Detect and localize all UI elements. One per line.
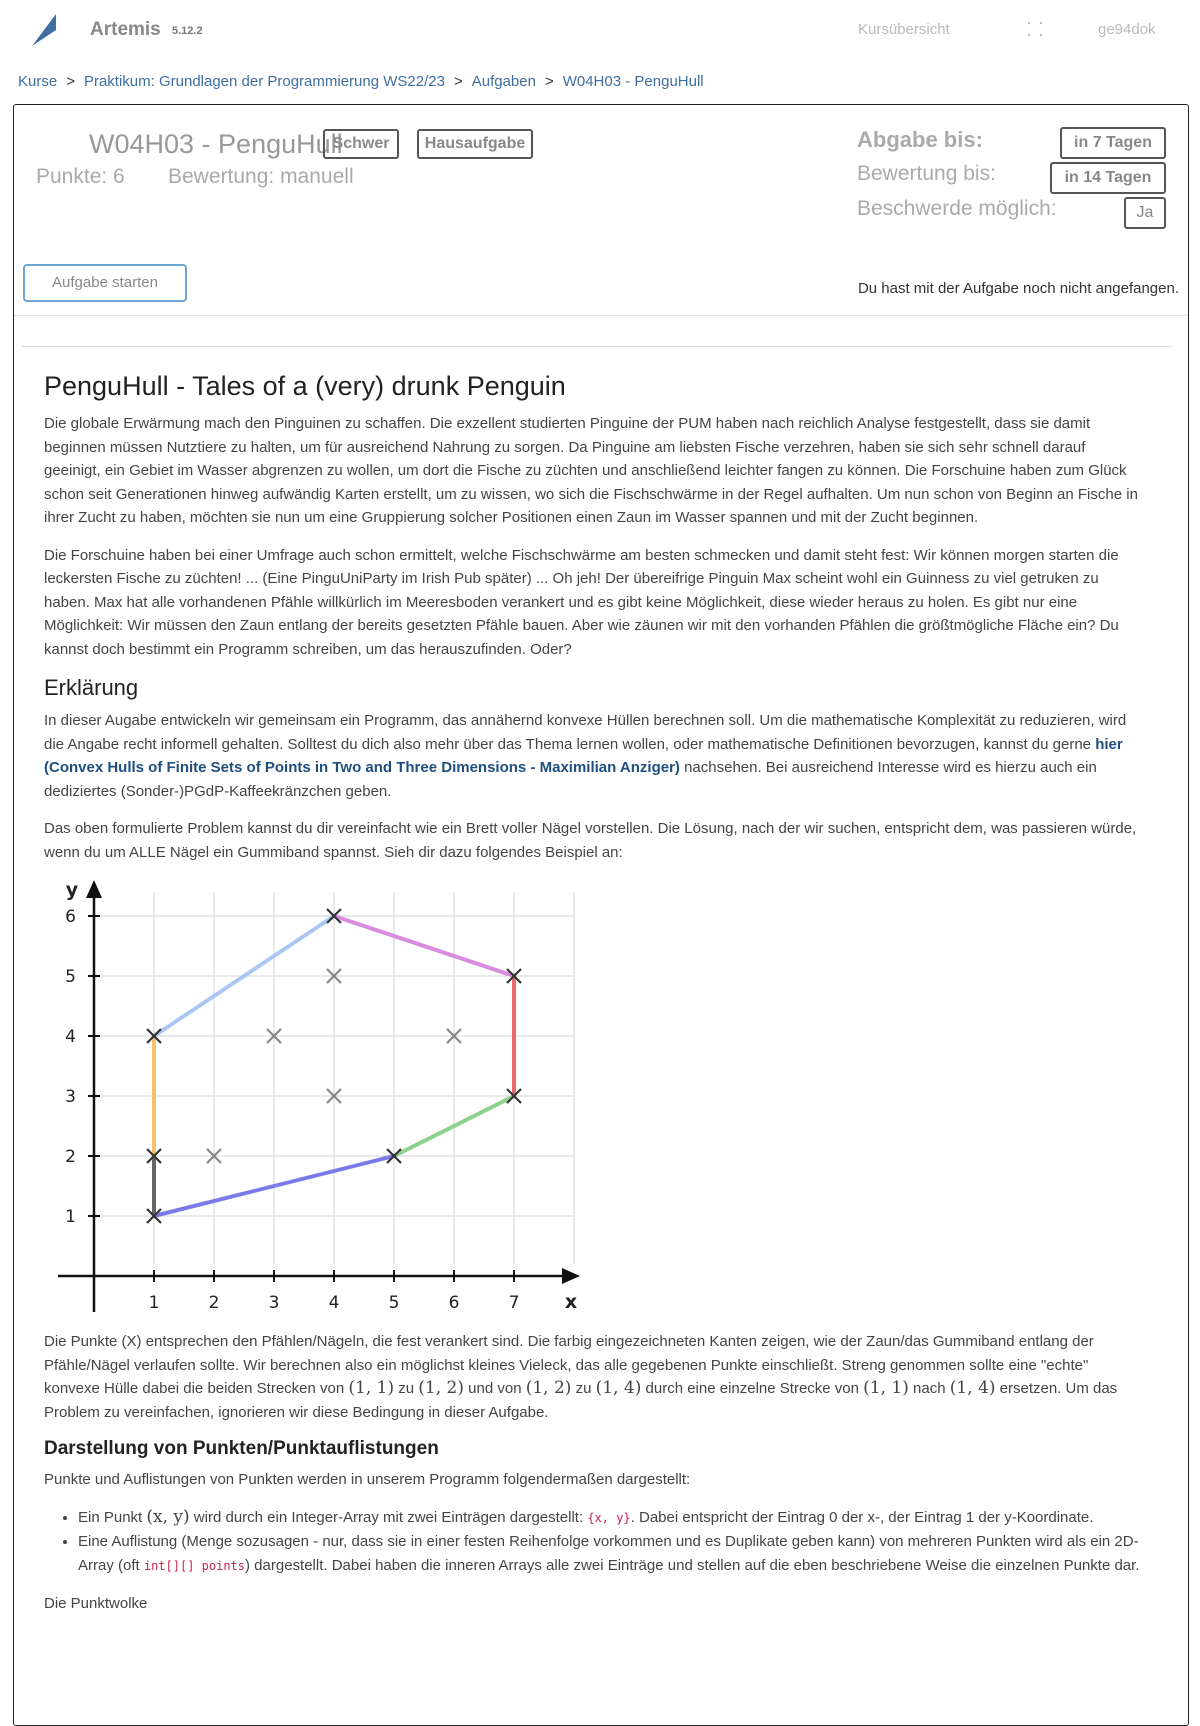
user-menu[interactable]: ge94dok xyxy=(1098,21,1156,38)
nav-course-overview[interactable]: Kursübersicht xyxy=(858,21,950,38)
code-snippet: {x, y} xyxy=(587,1510,631,1525)
text: Ein Punkt xyxy=(78,1508,147,1526)
math-point: (1, 4) xyxy=(595,1378,642,1398)
after-chart-paragraph xyxy=(44,1330,1144,1424)
text: . Dabei entspricht der Eintrag 0 der x-, der Eintrag 1 der y-Koordinate. xyxy=(630,1508,1094,1526)
breadcrumb-item-course[interactable]: Praktikum: Grundlagen der Programmierung WS22/23 xyxy=(83,73,445,90)
convex-hull-reference-link[interactable]: hier (Convex Hulls of Finite Sets of Points in Two and Three Dimensions - Maximilian Anziger) xyxy=(44,735,1123,776)
problem-title: PenguHull - Tales of a (very) drunk Penguin xyxy=(44,371,566,401)
math-point: (1, 1) xyxy=(863,1378,909,1398)
explain-paragraph-1 xyxy=(44,709,1144,803)
section-heading-points: Darstellung von Punkten/Punktauflistungen xyxy=(44,1438,439,1459)
due-date-badge: in 7 Tagen xyxy=(1060,127,1166,159)
x-tick-label: 7 xyxy=(508,1293,520,1313)
version-label: 5.12.2 xyxy=(172,25,203,37)
math-point: (x, y) xyxy=(146,1506,190,1527)
exercise-type-badge: Hausaufgabe xyxy=(417,129,533,159)
breadcrumb-separator: > xyxy=(544,73,554,90)
intro-paragraph-1: Die globale Erwärmung mach den Pinguinen zu schaffen. Die exzellent studierten Pinguine der PUM haben nach reichlich Analyse festgestellt, dass sie damit beginnen müssen Nutztiere zu halten, um für ausreichend Nahrung zu sorgen. Da Pinguine am liebsten Fische verzehren, haben sie sich sehr schnell darauf geeinigt, ein Gebiet im Wasser abgrenzen zu wollen, um dort die Fische zu züchten und anschließend leichter fangen zu können. Die Forschuine haben zum Glück schon seit Generationen hinweg aufwändig Karten erstellt, um zu wissen, wo sich die Fischschwärme in der Regel aufhalten. Um nun schon von Beginn an Fische in ihrer Zucht zu haben, möchten sie nun um eine Gruppierung solcher Positionen einen Zaun im Wasser spannen und mit der Zucht beginnen. xyxy=(44,415,1138,526)
exercise-title: W04H03 - PenguHull xyxy=(89,129,343,159)
breadcrumb-item-exercises[interactable]: Aufgaben xyxy=(471,73,536,90)
x-axis-arrow xyxy=(562,1268,580,1284)
navbar xyxy=(0,0,1200,60)
x-tick-label: 2 xyxy=(208,1293,220,1313)
participation-status: Du hast mit der Aufgabe noch nicht angefangen. xyxy=(857,280,1179,297)
complaint-badge: Ja xyxy=(1124,197,1166,229)
artemis-logo-icon[interactable] xyxy=(30,12,60,48)
y-tick-label: 5 xyxy=(65,967,76,987)
points-label: Punkte: 6 xyxy=(36,165,125,188)
x-tick-label: 6 xyxy=(448,1293,460,1313)
text: zu xyxy=(571,1380,596,1397)
math-point: (1, 4) xyxy=(949,1378,996,1398)
points-list xyxy=(44,1506,1144,1579)
breadcrumb-separator: > xyxy=(453,73,463,90)
text: ) dargestellt. Dabei haben die inneren Arrays alle zwei Einträge und stellen auf die eben beschriebene Weise die einzelnen Punkte dar. xyxy=(245,1556,1140,1574)
assessment-type-label: Bewertung: manuell xyxy=(168,165,354,188)
section-heading-explanation: Erklärung xyxy=(44,675,139,700)
explain-text: nachsehen. Bei ausreichend Interesse wird es hierzu auch ein dediziertes (Sonder-)PGdP-Kaffeekränzchen geben. xyxy=(44,759,1097,800)
y-axis-label: y xyxy=(65,879,79,901)
y-tick-label: 1 xyxy=(65,1207,76,1227)
text: Die Punkte (X) entsprechen den Pfählen/Nägeln, die fest verankert sind. Die farbig eingezeichneten Kanten zeigen, wie der Zaun/das Gummiband entlang der Pfähle/Nägel verlaufen sollte. Wir berechnen also ein möglichst kleines Vieleck, das alle gegebenen Punkte einschließt. Streng genommen sollte eine "echte" konvexe Hülle dabei die beiden Strecken von xyxy=(44,1333,1094,1397)
y-axis-arrow xyxy=(86,880,102,898)
problem-statement xyxy=(22,346,1172,1612)
assessment-due-label: Bewertung bis: xyxy=(857,162,996,185)
complaint-label: Beschwerde möglich: xyxy=(857,197,1057,220)
hull-edge xyxy=(334,916,514,976)
y-tick-label: 3 xyxy=(65,1087,76,1107)
x-tick-label: 1 xyxy=(148,1293,160,1313)
text: durch eine einzelne Strecke von xyxy=(641,1380,864,1397)
text: zu xyxy=(394,1380,419,1397)
text: Eine Auflistung (Menge sozusagen - nur, dass sie in einer festen Reihenfolge vorkommen und es Duplikate geben kann) von mehreren Punkten wird als ein 2D-Array (oft xyxy=(78,1533,1139,1574)
math-point: (1, 2) xyxy=(525,1378,572,1398)
text: und von xyxy=(464,1380,526,1397)
x-tick-label: 3 xyxy=(268,1293,280,1313)
code-snippet: int[][] points xyxy=(143,1558,246,1573)
points-intro: Punkte und Auflistungen von Punkten werden in unserem Programm folgendermaßen dargestellt: xyxy=(44,1471,691,1488)
list-item xyxy=(78,1530,1144,1578)
intro-paragraph-2: Die Forschuine haben bei einer Umfrage auch schon ermittelt, welche Fischschwärme am besten schmecken und damit steht fest: Wir können morgen starten die leckersten Fische zu züchten! ... (Eine PinguUniParty im Irish Pub später) ... Oh jeh! Der übereifrige Pinguin Max scheint wohl ein Guinness zu viel getruken zu haben. Max hat alle vorhandenen Pfähle willkürlich im Meeresboden verankert und es gibt keine Möglichkeit, diese wieder heraus zu holen. Es gibt nur eine Möglichkeit: Wir müssen den Zaun entlang der bereits gesetzten Pfähle bauen. Aber wie zäunen wir mit den vorhanden Pfählen die größtmögliche Fläche ein? Du kannst doch bestimmt ein Programm schreiben, um das herauszufinden. Oder? xyxy=(44,546,1119,658)
convex-hull-chart xyxy=(30,878,590,1318)
text: ersetzen. Um das Problem zu vereinfachen, ignorieren wir diese Bedingung in dieser Aufgabe. xyxy=(44,1380,1118,1421)
explain-text: In dieser Augabe entwickeln wir gemeinsam ein Programm, das annähernd konvexe Hüllen berechnen soll. Um die mathematische Komplexität zu reduzieren, wird die Angabe recht informell gehalten. Solltest du dich also mehr über das Thema lernen wollen, oder mathematische Definitionen bevorzugen, kannst du gerne xyxy=(44,712,1127,753)
assessment-due-badge: in 14 Tagen xyxy=(1050,162,1166,194)
y-tick-label: 6 xyxy=(65,907,76,927)
difficulty-badge: Schwer xyxy=(323,129,399,159)
due-date-label: Abgabe bis: xyxy=(857,127,983,152)
start-exercise-button[interactable]: Aufgabe starten xyxy=(23,264,187,302)
breadcrumb xyxy=(18,73,704,90)
math-point: (1, 2) xyxy=(418,1378,464,1398)
x-tick-label: 4 xyxy=(328,1293,340,1313)
math-point: (1, 1) xyxy=(348,1378,395,1398)
explain-paragraph-2: Das oben formulierte Problem kannst du dir vereinfacht wie ein Brett voller Nägel vorstellen. Die Lösung, nach der wir suchen, entspricht dem, was passieren würde, wenn du um ALLE Nägel ein Gummiband spannst. Sieh dir dazu folgendes Beispiel an: xyxy=(44,820,1137,861)
text: wird durch ein Integer-Array mit zwei Einträgen dargestellt: xyxy=(189,1508,588,1526)
text: nach xyxy=(908,1380,950,1397)
x-tick-label: 5 xyxy=(388,1293,400,1313)
y-tick-label: 2 xyxy=(65,1147,76,1167)
breadcrumb-separator: > xyxy=(66,73,75,90)
exercise-header xyxy=(14,105,1188,316)
brand-name[interactable]: Artemis xyxy=(90,19,161,40)
point-cloud-label: Die Punktwolke xyxy=(44,1595,148,1612)
x-axis-label: x xyxy=(564,1291,578,1313)
breadcrumb-item-courses[interactable]: Kurse xyxy=(18,73,58,90)
language-menu-icon[interactable] xyxy=(1028,20,1046,38)
list-item xyxy=(78,1506,1144,1531)
y-tick-label: 4 xyxy=(65,1027,76,1047)
breadcrumb-item-exercise[interactable]: W04H03 - PenguHull xyxy=(562,73,704,90)
